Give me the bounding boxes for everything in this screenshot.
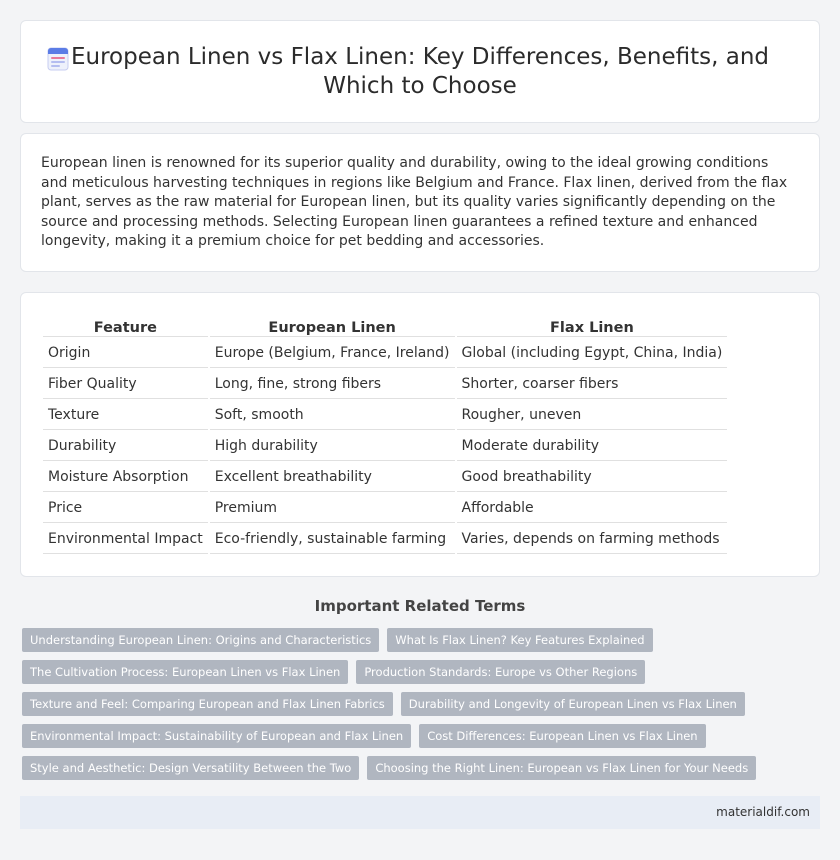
table-cell: Origin: [43, 339, 208, 368]
comparison-table-card: [20, 292, 820, 577]
footer: [20, 796, 820, 829]
related-term-link[interactable]: Texture and Feel: Comparing European and Flax Linen Fabrics: [22, 692, 393, 716]
column-header-european-linen: European Linen: [210, 317, 455, 337]
table-header-row: [43, 317, 727, 337]
table-cell: Texture: [43, 401, 208, 430]
tag-row: [22, 628, 822, 652]
related-term-link[interactable]: Choosing the Right Linen: European vs Flax Linen for Your Needs: [367, 756, 756, 780]
table-cell: Varies, depends on farming methods: [457, 525, 728, 554]
table-row: [43, 463, 727, 492]
related-term-link[interactable]: Production Standards: Europe vs Other Regions: [356, 660, 645, 684]
related-terms-title: Important Related Terms: [314, 597, 526, 615]
related-term-link[interactable]: Style and Aesthetic: Design Versatility Between the Two: [22, 756, 359, 780]
table-row: [43, 432, 727, 461]
footer-site-link[interactable]: materialdif.com: [716, 805, 810, 819]
table-cell: Rougher, uneven: [457, 401, 728, 430]
table-cell: Long, fine, strong fibers: [210, 370, 455, 399]
table-cell: Moderate durability: [457, 432, 728, 461]
related-term-link[interactable]: The Cultivation Process: European Linen vs Flax Linen: [22, 660, 348, 684]
table-cell: Environmental Impact: [43, 525, 208, 554]
column-header-feature: Feature: [43, 317, 208, 337]
table-cell: High durability: [210, 432, 455, 461]
document-icon: [47, 47, 69, 71]
table-row: [43, 494, 727, 523]
tag-row: [22, 692, 822, 716]
table-cell: Price: [43, 494, 208, 523]
table-cell: Excellent breathability: [210, 463, 455, 492]
comparison-table: [41, 315, 729, 556]
table-cell: Good breathability: [457, 463, 728, 492]
table-cell: Eco-friendly, sustainable farming: [210, 525, 455, 554]
intro-card: [20, 133, 820, 272]
tag-row: [22, 660, 822, 684]
related-term-link[interactable]: Understanding European Linen: Origins and Characteristics: [22, 628, 379, 652]
table-row: [43, 339, 727, 368]
related-term-link[interactable]: Durability and Longevity of European Linen vs Flax Linen: [401, 692, 745, 716]
header-card: [20, 20, 820, 123]
column-header-flax-linen: Flax Linen: [457, 317, 728, 337]
tag-row: [22, 724, 822, 748]
table-cell: Moisture Absorption: [43, 463, 208, 492]
table-cell: Affordable: [457, 494, 728, 523]
table-cell: Fiber Quality: [43, 370, 208, 399]
table-cell: Soft, smooth: [210, 401, 455, 430]
page-title: European Linen vs Flax Linen: Key Differences, Benefits, and Which to Choose: [70, 43, 770, 99]
table-row: [43, 401, 727, 430]
related-term-link[interactable]: Cost Differences: European Linen vs Flax Linen: [419, 724, 705, 748]
related-term-link[interactable]: Environmental Impact: Sustainability of European and Flax Linen: [22, 724, 411, 748]
table-cell: Premium: [210, 494, 455, 523]
tag-row: [22, 756, 822, 780]
related-terms-list: [22, 628, 822, 788]
intro-paragraph: European linen is renowned for its superior quality and durability, owing to the ideal growing conditions and meticulous harvesting techniques in regions like Belgium and France. Flax linen, derived from the flax plant, serves as the raw material for European linen, but its quality varies significantly depending on the source and processing methods. Selecting European linen guarantees a refined texture and enhanced longevity, making it a premium choice for pet bedding and accessories.: [41, 155, 788, 250]
table-cell: Europe (Belgium, France, Ireland): [210, 339, 455, 368]
table-cell: Shorter, coarser fibers: [457, 370, 728, 399]
table-row: [43, 370, 727, 399]
table-cell: Global (including Egypt, China, India): [457, 339, 728, 368]
related-term-link[interactable]: What Is Flax Linen? Key Features Explained: [387, 628, 652, 652]
table-cell: Durability: [43, 432, 208, 461]
table-row: [43, 525, 727, 554]
